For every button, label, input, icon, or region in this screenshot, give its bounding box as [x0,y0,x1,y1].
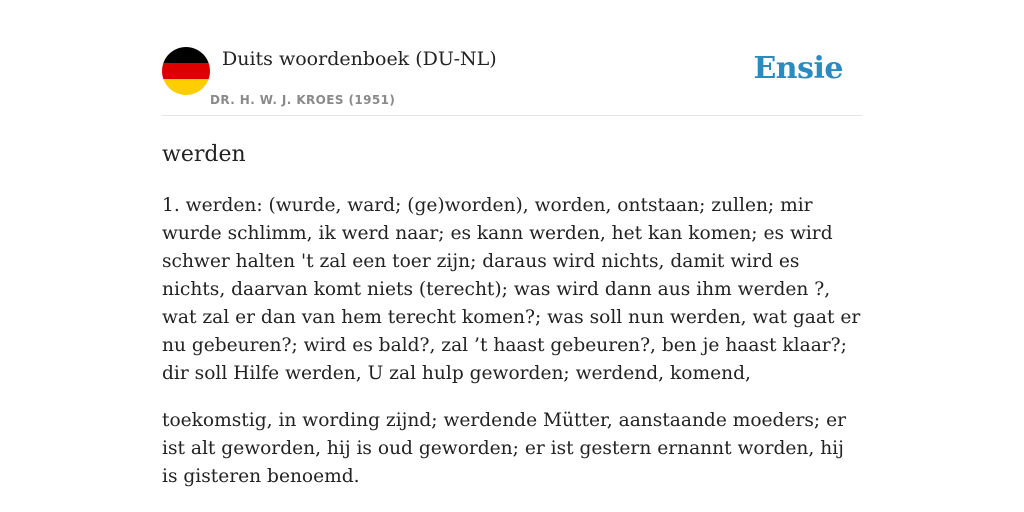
definition-paragraph-2: toekomstig, in wording zijnd; werdende Mütter, aanstaande moeders; er ist alt geworden, hij is oud geworden; er ist gestern ernannt worden, hij is gisteren benoemd. [162,410,846,487]
flag-band-black [162,47,210,63]
definition-paragraph-1: 1. werden: (wurde, ward; (ge)worden), worden, ontstaan; zullen; mir wurde schlimm, ik werd naar; es kann werden, het kan komen; es wird schwer halten 't zal een toer zijn; daraus wird nichts, damit wird es nichts, daarvan komt niets (terecht); was wird dann aus ihm werden ?, wat zal er dan van hem terecht komen?; was soll nun werden, wat gaat er nu gebeuren?; wird es bald?, zal ’t haast gebeuren?, ben je haast klaar?; dir soll Hilfe werden, U zal hulp geworden; werdend, komend, [162,195,861,384]
ensie-logo-link[interactable]: Ensie [753,51,843,86]
headword: werden [162,142,246,167]
dictionary-title[interactable]: Duits woordenboek (DU-NL) [222,48,497,70]
german-flag-icon [162,47,210,95]
dictionary-header [162,47,862,116]
flag-band-gold [162,79,210,95]
dictionary-author: DR. H. W. J. KROES (1951) [210,93,396,107]
flag-band-red [162,63,210,79]
